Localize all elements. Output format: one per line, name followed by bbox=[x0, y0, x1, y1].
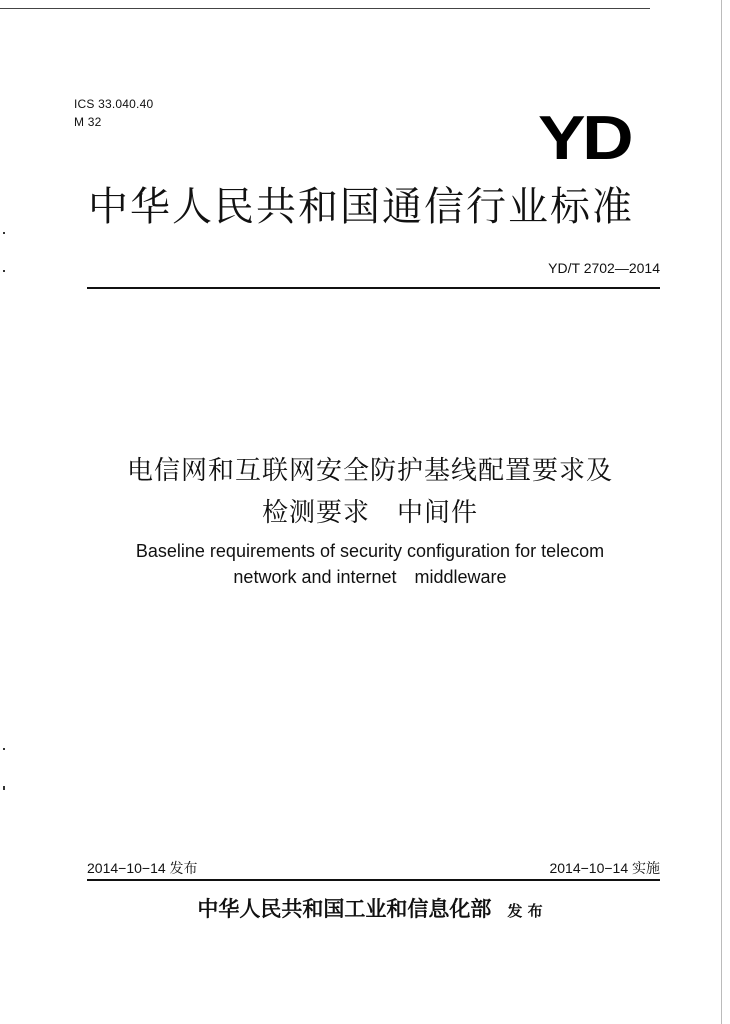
document-title-en bbox=[60, 538, 680, 590]
category-code: M 32 bbox=[74, 115, 102, 129]
document-title-cn-line1: 电信网和互联网安全防护基线配置要求及 bbox=[126, 456, 613, 486]
scan-speck bbox=[3, 786, 5, 790]
standard-number: YD/T 2702—2014 bbox=[548, 260, 660, 276]
implement-date: 2014−10−14 实施 bbox=[549, 860, 660, 876]
issuer-name: 中华人民共和国工业和信息化部 bbox=[197, 896, 492, 921]
header-divider bbox=[87, 287, 660, 289]
publish-date: 2014−10−14 发布 bbox=[87, 860, 198, 876]
footer-divider bbox=[87, 879, 660, 881]
yd-logo: YD bbox=[538, 104, 631, 173]
document-title-cn-line2: 检测要求 中间件 bbox=[261, 498, 478, 528]
issuer-action: 发 布 bbox=[507, 902, 543, 920]
ics-code: ICS 33.040.40 bbox=[74, 97, 154, 111]
standard-title: 中华人民共和国通信行业标准 bbox=[88, 184, 634, 230]
scan-speck bbox=[3, 270, 5, 272]
scan-speck bbox=[3, 232, 5, 234]
document-title-en-line1: Baseline requirements of security configuration for telecom bbox=[135, 541, 605, 561]
issuing-authority bbox=[60, 893, 680, 923]
scan-top-border bbox=[0, 8, 650, 9]
classification-codes bbox=[74, 95, 153, 131]
document-title-cn bbox=[60, 450, 680, 534]
document-title-en-line2: network and internet middleware bbox=[233, 567, 507, 587]
scan-page-edge bbox=[721, 0, 722, 1024]
scan-speck bbox=[3, 748, 5, 750]
